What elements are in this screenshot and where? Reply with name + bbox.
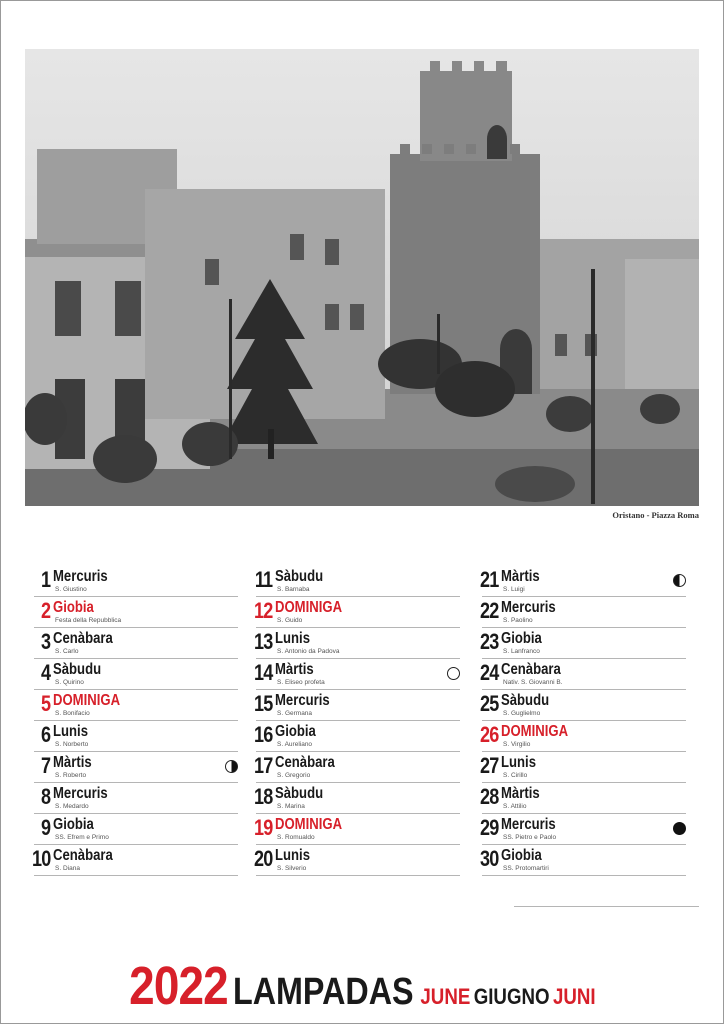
weekday-name: Lunis bbox=[275, 847, 310, 864]
calendar-column-1 bbox=[31, 566, 238, 876]
saint-name: S. Silverio bbox=[277, 865, 307, 872]
day-row bbox=[479, 659, 686, 690]
weekday-name: Mercuris bbox=[53, 568, 108, 585]
full-moon-icon bbox=[447, 667, 460, 680]
weekday-name: Sàbudu bbox=[275, 568, 324, 585]
calendar-column-2 bbox=[253, 566, 460, 876]
day-row bbox=[479, 690, 686, 721]
day-row bbox=[34, 628, 238, 659]
day-number: 10 bbox=[31, 846, 50, 871]
weekday-name: Giobia bbox=[53, 816, 94, 833]
weekday-name: Giobia bbox=[275, 723, 316, 740]
weekday-name: Cenàbara bbox=[275, 754, 335, 771]
saint-name: S. Diana bbox=[55, 865, 80, 872]
day-number: 13 bbox=[253, 629, 272, 654]
weekday-name: Sàbudu bbox=[501, 692, 550, 709]
day-number: 29 bbox=[479, 815, 498, 840]
brand-name: LAMPADAS bbox=[232, 971, 414, 1013]
saint-name: S. Guglielmo bbox=[503, 710, 541, 717]
weekday-name: DOMINIGA bbox=[53, 692, 121, 709]
weekday-name: Giobia bbox=[53, 599, 94, 616]
saint-name: S. Paolino bbox=[503, 617, 533, 624]
day-number: 6 bbox=[40, 722, 50, 747]
weekday-name: Mercuris bbox=[53, 785, 108, 802]
weekday-name: Màrtis bbox=[501, 568, 540, 585]
day-number: 27 bbox=[479, 753, 498, 778]
saint-name: S. Bonifacio bbox=[55, 710, 90, 717]
calendar-column-3 bbox=[479, 566, 686, 876]
weekday-name: Lunis bbox=[275, 630, 310, 647]
weekday-name: Lunis bbox=[53, 723, 88, 740]
saint-name: S. Aureliano bbox=[277, 741, 313, 748]
weekday-name: Cenàbara bbox=[53, 847, 113, 864]
saint-name: S. Romualdo bbox=[277, 834, 315, 841]
day-row bbox=[479, 566, 686, 597]
saint-name: S. Medardo bbox=[55, 803, 89, 810]
saint-name: S. Eliseo profeta bbox=[277, 679, 325, 686]
year: 2022 bbox=[128, 956, 228, 1016]
weekday-name: DOMINIGA bbox=[275, 599, 343, 616]
first-moon-icon bbox=[225, 760, 238, 773]
day-row bbox=[31, 845, 238, 876]
day-number: 23 bbox=[479, 629, 498, 654]
weekday-name: Lunis bbox=[501, 754, 536, 771]
day-row bbox=[34, 597, 238, 628]
day-number: 5 bbox=[40, 691, 50, 716]
day-row bbox=[253, 597, 460, 628]
day-number: 24 bbox=[479, 660, 498, 685]
day-row bbox=[479, 752, 686, 783]
weekday-name: Giobia bbox=[501, 630, 542, 647]
weekday-name: Mercuris bbox=[501, 816, 556, 833]
saint-name: S. Roberto bbox=[55, 772, 87, 779]
day-row bbox=[479, 628, 686, 659]
day-number: 21 bbox=[479, 567, 498, 592]
weekday-name: Màrtis bbox=[53, 754, 92, 771]
day-number: 9 bbox=[40, 815, 50, 840]
saint-name: SS. Pietro e Paolo bbox=[503, 834, 557, 841]
saint-name: S. Quirino bbox=[55, 679, 84, 686]
saint-name: Nativ. S. Giovanni B. bbox=[503, 679, 563, 686]
weekday-name: Cenàbara bbox=[501, 661, 561, 678]
day-row bbox=[256, 566, 460, 597]
day-number: 8 bbox=[40, 784, 50, 809]
footer-title bbox=[0, 955, 724, 1015]
photo-illustration bbox=[25, 49, 699, 506]
day-row bbox=[34, 752, 238, 783]
day-row bbox=[253, 752, 460, 783]
saint-name: S. Norberto bbox=[55, 741, 89, 748]
day-number: 30 bbox=[479, 846, 498, 871]
day-number: 14 bbox=[253, 660, 272, 685]
weekday-name: DOMINIGA bbox=[501, 723, 569, 740]
day-row bbox=[479, 597, 686, 628]
saint-name: S. Guido bbox=[277, 617, 303, 624]
weekday-name: Cenàbara bbox=[53, 630, 113, 647]
month-english: JUNE bbox=[420, 984, 470, 1009]
saint-name: S. Lanfranco bbox=[503, 648, 540, 655]
weekday-name: Mercuris bbox=[501, 599, 556, 616]
day-row bbox=[479, 721, 686, 752]
day-number: 16 bbox=[253, 722, 272, 747]
day-number: 12 bbox=[253, 598, 272, 623]
saint-name: S. Antonio da Padova bbox=[277, 648, 340, 655]
day-row bbox=[253, 814, 460, 845]
new-moon-icon bbox=[673, 822, 686, 835]
saint-name: S. Barnaba bbox=[277, 586, 310, 593]
day-number: 2 bbox=[40, 598, 50, 623]
weekday-name: DOMINIGA bbox=[275, 816, 343, 833]
day-row bbox=[34, 690, 238, 721]
saint-name: S. Attilio bbox=[503, 803, 527, 810]
day-row bbox=[479, 814, 686, 845]
day-number: 18 bbox=[253, 784, 272, 809]
day-number: 3 bbox=[40, 629, 50, 654]
day-row bbox=[253, 659, 460, 690]
day-row bbox=[253, 721, 460, 752]
day-number: 1 bbox=[40, 567, 50, 592]
day-row bbox=[253, 690, 460, 721]
saint-name: S. Carlo bbox=[55, 648, 79, 655]
last-moon-icon bbox=[673, 574, 686, 587]
saint-name: S. Gregorio bbox=[277, 772, 311, 779]
day-number: 20 bbox=[253, 846, 272, 871]
month-german: JUNI bbox=[552, 984, 596, 1009]
day-row bbox=[34, 814, 238, 845]
weekday-name: Sàbudu bbox=[53, 661, 102, 678]
day-row bbox=[253, 845, 460, 876]
saint-name: S. Luigi bbox=[503, 586, 525, 593]
weekday-name: Sàbudu bbox=[275, 785, 324, 802]
day-row bbox=[34, 659, 238, 690]
saint-name: S. Marina bbox=[277, 803, 305, 810]
day-number: 7 bbox=[40, 753, 50, 778]
day-number: 4 bbox=[40, 660, 50, 685]
empty-day-line bbox=[514, 906, 699, 907]
day-number: 19 bbox=[253, 815, 272, 840]
weekday-name: Màrtis bbox=[275, 661, 314, 678]
day-row bbox=[253, 783, 460, 814]
day-row bbox=[479, 845, 686, 876]
day-number: 17 bbox=[253, 753, 272, 778]
day-number: 11 bbox=[254, 567, 272, 592]
day-row bbox=[34, 721, 238, 752]
saint-name: S. Virgilio bbox=[503, 741, 531, 748]
day-row bbox=[253, 628, 460, 659]
photo-piazza-roma bbox=[25, 49, 699, 506]
day-row bbox=[34, 566, 238, 597]
saint-name: S. Giustino bbox=[55, 586, 87, 593]
saint-name: SS. Efrem e Primo bbox=[55, 834, 109, 841]
month-italian: GIUGNO bbox=[473, 984, 550, 1009]
weekday-name: Màrtis bbox=[501, 785, 540, 802]
saint-name: SS. Protomartiri bbox=[503, 865, 549, 872]
weekday-name: Giobia bbox=[501, 847, 542, 864]
day-number: 26 bbox=[479, 722, 498, 747]
weekday-name: Mercuris bbox=[275, 692, 330, 709]
day-row bbox=[34, 783, 238, 814]
day-number: 15 bbox=[253, 691, 272, 716]
day-row bbox=[479, 783, 686, 814]
day-number: 28 bbox=[479, 784, 498, 809]
photo-caption: Oristano - Piazza Roma bbox=[612, 510, 699, 520]
saint-name: S. Germana bbox=[277, 710, 313, 717]
saint-name: S. Cirillo bbox=[503, 772, 528, 779]
day-number: 25 bbox=[479, 691, 498, 716]
day-number: 22 bbox=[479, 598, 498, 623]
saint-name: Festa della Repubblica bbox=[55, 617, 122, 624]
